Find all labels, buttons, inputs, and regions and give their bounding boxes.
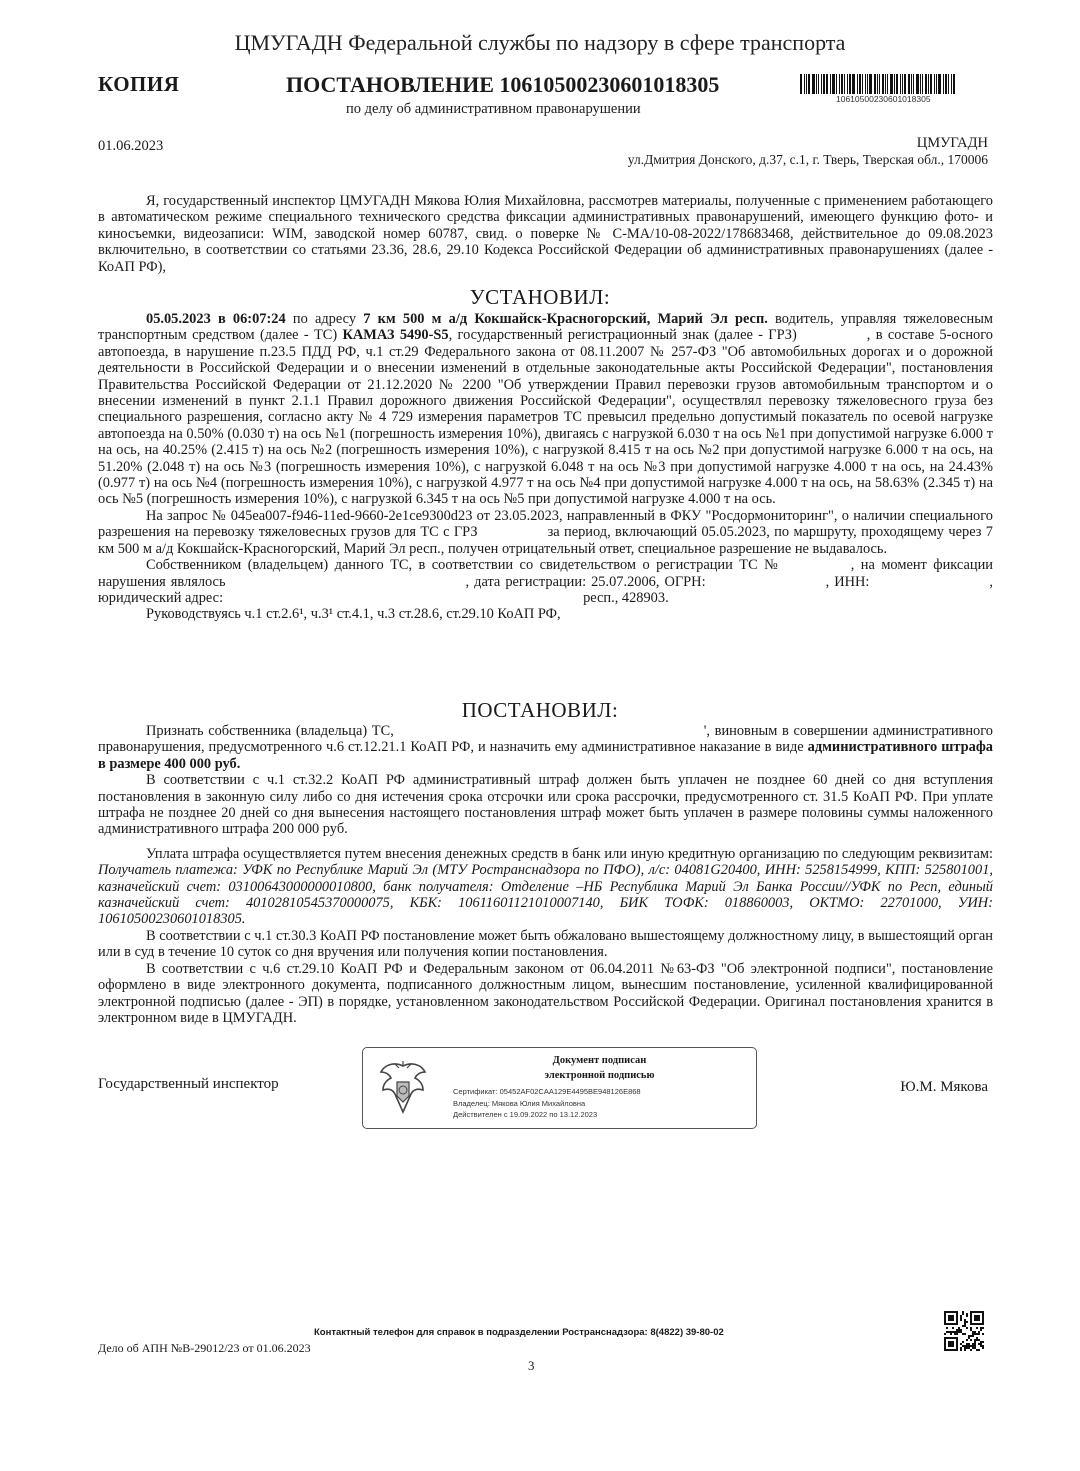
document-subtitle: по делу об административном правонарушении bbox=[346, 101, 641, 117]
certificate-owner: Владелец: Мякова Юлия Михайловна bbox=[453, 1099, 586, 1108]
appeal-paragraph: В соответствии с ч.1 ст.30.3 КоАП РФ постановление может быть обжаловано вышестоящему должностному лицу, в вышестоящий орган или в суд в течение 10 суток со дня вручения или получения копии постановления. bbox=[98, 927, 993, 961]
inspector-label: Государственный инспектор bbox=[98, 1076, 279, 1092]
inspector-name: Ю.М. Мякова bbox=[900, 1079, 988, 1095]
certificate-validity: Действителен с 19.09.2022 по 13.12.2023 bbox=[453, 1110, 598, 1119]
stamp-title-line2: электронной подписью bbox=[544, 1070, 655, 1081]
established-heading: УСТАНОВИЛ: bbox=[469, 285, 611, 309]
copy-label: КОПИЯ bbox=[98, 72, 180, 96]
resolved-section bbox=[98, 723, 993, 1026]
owner-paragraph: Собственником (владельцем) данного ТС, в соответствии со свидетельством о регистрации ТС № , на момент фиксации нарушения являлось , дата регистрации: 25.07.2006, ОГРН: , ИНН: , юридический адрес: респ., 428903. bbox=[98, 557, 993, 606]
e-signature-paragraph: В соответствии с ч.6 ст.29.10 КоАП РФ и Федеральным законом от 06.04.2011 №63-ФЗ "Об электронной подписи", постановление оформлено в виде электронного документа, подписанного должностным лицом, вынесшим постановление, усиленной квалифицированной электронной подписью (далее - ЭП) в порядке, установленном законодательством Российской Федерации. Оригинал постановления хранится в электронном виде в ЦМУГАДН. bbox=[98, 960, 993, 1026]
penalty-paragraph: Признать собственника (владельца) ТС, ', виновным в совершении административного правонарушения, предусмотренного ч.6 ст.12.21.1 КоАП РФ, и назначить ему административное наказание в виде административного штрафа в размере 400 000 руб. bbox=[98, 723, 993, 772]
payment-term-paragraph: В соответствии с ч.1 ст.32.2 КоАП РФ административный штраф должен быть уплачен не позднее 60 дней со дня вступления постановления в законную силу либо со дня истечения срока отсрочки или срока рассрочки, предусмотренного ст. 31.5 КоАП РФ. При уплате штрафа не позднее 20 дней со дня вынесения настоящего постановления штраф может быть уплачен в размере половины суммы наложенного административного штрафа 200 000 руб. bbox=[98, 772, 993, 838]
document-date: 01.06.2023 bbox=[98, 138, 164, 154]
page-number: 3 bbox=[528, 1358, 535, 1373]
intro-paragraph bbox=[98, 193, 993, 275]
barcode bbox=[800, 74, 988, 94]
case-reference: Дело об АПН №В-29012/23 от 01.06.2023 bbox=[98, 1341, 311, 1355]
document-title: ПОСТАНОВЛЕНИЕ 10610500230601018305 bbox=[286, 72, 720, 97]
stamp-title-line1: Документ подписан bbox=[552, 1055, 647, 1066]
certificate-number: Сертификат: 05452AF02CAA129E4495BE948126E868 bbox=[453, 1087, 641, 1096]
qr-code bbox=[944, 1311, 984, 1351]
violation-location: 7 км 500 м а/д Кокшайск-Красногорский, Марий Эл респ. bbox=[363, 311, 768, 327]
violation-datetime: 05.05.2023 в 06:07:24 bbox=[146, 311, 286, 327]
fine-amount: административного штрафа в размере 400 000 руб. bbox=[98, 739, 993, 772]
established-section bbox=[98, 311, 993, 623]
issuing-authority: ЦМУГАДН bbox=[916, 135, 988, 151]
barcode-number: 10610500230601018305 bbox=[836, 94, 931, 104]
vehicle-model: КАМАЗ 5490-S5 bbox=[342, 327, 449, 344]
emblem-icon bbox=[375, 1060, 431, 1118]
e-signature-stamp bbox=[362, 1047, 757, 1129]
guided-paragraph: Руководствуясь ч.1 ст.2.6¹, ч.3¹ ст.4.1, ч.3 ст.28.6, ст.29.10 КоАП РФ, bbox=[146, 606, 561, 623]
request-paragraph: На запрос № 045ea007-f946-11ed-9660-2e1ce9300d23 от 23.05.2023, направленный в ФКУ "Росдормониторинг", о наличии специального разрешения на перевозку тяжеловесных грузов для ТС с ГРЗ за период, включающий 05.05.2023, по маршруту, проходящему через 7 км 500 м а/д Кокшайск-Красногорский, Марий Эл респ., получен отрицательный ответ, специальное разрешение не выдавалось. bbox=[98, 507, 994, 557]
contact-phone: Контактный телефон для справок в подразделении Ространснадзора: 8(4822) 39-80-02 bbox=[314, 1327, 724, 1338]
resolved-heading: ПОСТАНОВИЛ: bbox=[461, 698, 619, 722]
organization-title: ЦМУГАДН Федеральной службы по надзору в сфере транспорта bbox=[234, 30, 846, 55]
intro-text: Я, государственный инспектор ЦМУГАДН Мякова Юлия Михайловна, рассмотрев материалы, полученные с применением работающего в автоматическом режиме специального технического средства фиксации административных правонарушений, имеющего функцию фото- и киносъемки, видеозаписи: WIM, заводской номер 60787, свид. о поверке № С-МА/10-08-2022/178683468, действительное до 09.08.2023 включительно, в соответствии со статьями 23.36, 28.6, 29.10 Кодекса Российской Федерации об административных правонарушениях (далее - КоАП РФ), bbox=[98, 193, 993, 275]
violation-paragraph: 05.05.2023 в 06:07:24 по адресу 7 км 500 м а/д Кокшайск-Красногорский, Марий Эл респ. водитель, управляя тяжеловесным транспортным средством (далее - ТС) КАМАЗ 5490-S5, государственный регистрационный знак (далее - ГРЗ) , в составе 5-осного автопоезда, в нарушение п.23.5 ПДД РФ, ч.1 ст.29 Федерального закона от 08.11.2007 № 257-ФЗ "Об автомобильных дорогах и о дорожной деятельности в Российской Федерации и о внесении изменений в отдельные законодательные акты Российской Федерации", постановления Правительства Российской Федерации от 21.12.2020 № 2200 "Об утверждении Правил перевозки грузов автомобильным транспортом и о внесении изменений в пункт 2.1.1 Правил дорожного движения Российской Федерации", осуществлял перевозку тяжеловесного груза без специального разрешения, согласно акту № 4 729 измерения параметров ТС превысил предельно допустимый показатель по осевой нагрузке автопоезда на 0.50% (0.030 т) на ось №1 (погрешность измерения 10%), двигаясь с нагрузкой 6.030 т на ось №1 при допустимой нагрузке 6.000 т на ось, на 40.25% (2.415 т) на ось №2 (погрешность измерения 10%), с нагрузкой 8.415 т на ось №2 при допустимой нагрузке 6.000 т на ось, на 51.20% (2.048 т) на ось №3 (погрешность измерения 10%), с нагрузкой 6.048 т на ось №3 при допустимой нагрузке 4.000 т на ось, на 24.43% (0.977 т) на ось №4 (погрешность измерения 10%), с нагрузкой 4.977 т на ось №4 при допустимой нагрузке 4.000 т на ось, на 58.63% (2.345 т) на ось №5 (погрешность измерения 10%), с нагрузкой 6.345 т на ось №5 при допустимой нагрузке 4.000 т на ось. bbox=[98, 311, 994, 508]
authority-address: ул.Дмитрия Донского, д.37, с.1, г. Тверь, Тверская обл., 170006 bbox=[627, 152, 988, 167]
payment-requisites: Получатель платежа: УФК по Республике Марий Эл (МТУ Ространснадзора по ПФО), л/с: 04081G20400, ИНН: 5258154999, КПП: 525801001, казначейский счет: 03100643000000010800, банк получателя: Отделение –НБ Республика Марий Эл Банка России//УФК по Респ, единый казначейский счет: 40102810545370000075, КБК: 10611601121010007140, БИК ТОФК: 018860003, ОКТМО: 22701000, УИН: 10610500230601018305. bbox=[98, 862, 993, 928]
payment-details-paragraph: Уплата штрафа осуществляется путем внесения денежных средств в банк или иную кредитную организацию по следующим реквизитам: Получатель платежа: УФК по Республике Марий Эл (МТУ Ространснадзора по ПФО), л/с: 04081G20400, ИНН: 5258154999, КПП: 525801001, казначейский счет: 03100643000000010800, банк получателя: Отделение –НБ Республика Марий Эл Банка России//УФК по Респ, единый казначейский счет: 40102810545370000075, КБК: 10611601121010007140, БИК ТОФК: 018860003, ОКТМО: 22701000, УИН: 10610500230601018305. bbox=[98, 845, 993, 928]
